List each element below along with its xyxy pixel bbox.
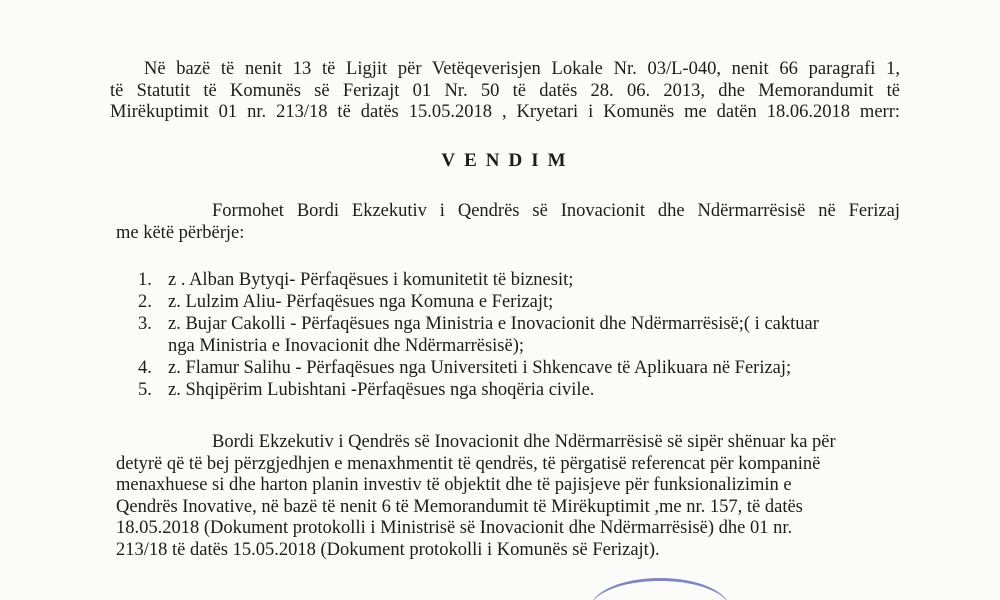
member-number: 4. <box>138 357 152 378</box>
official-stamp-edge <box>590 578 730 600</box>
member-text-continuation: nga Ministria e Inovacionit dhe Ndërmarrësisë); <box>168 335 525 356</box>
formation-line: Formohet Bordi Ekzekutiv i Qendrës së Inovacionit dhe Ndërmarrësisë në Ferizaj <box>212 201 900 221</box>
document-title: VENDIM <box>441 150 575 171</box>
duties-paragraph <box>116 432 900 561</box>
member-item <box>124 380 819 402</box>
preamble-line: Mirëkuptimit 01 nr. 213/18 të datës 15.05.2018 , Kryetari i Komunës me datën 18.06.2018 merr: <box>110 102 900 122</box>
member-text: z. Shqipërim Lubishtani -Përfaqësues nga shoqëria civile. <box>168 379 595 400</box>
duties-line: detyrë që të bej përzgjedhjen e menaxhmentit të qendrës, të përgatisë referencat për kompaninë <box>116 453 821 474</box>
member-item <box>124 292 819 314</box>
member-text: z . Alban Bytyqi- Përfaqësues i komunitetit të biznesit; <box>168 270 574 290</box>
member-text: z. Lulzim Aliu- Përfaqësues nga Komuna e Ferizajt; <box>168 292 554 312</box>
member-number: 2. <box>138 292 152 312</box>
preamble-line: të Statutit të Komunës së Ferizajt 01 Nr. 50 të datës 28. 06. 2013, dhe Memorandumit të <box>110 80 900 101</box>
duties-line: Bordi Ekzekutiv i Qendrës së Inovacionit dhe Ndërmarrësisë së sipër shënuar ka për <box>212 432 836 452</box>
formation-paragraph <box>116 201 900 244</box>
duties-line: menaxhuese si dhe harton planin investiv të objektit dhe të pajisjeve për funksionalizimin e <box>116 475 792 495</box>
member-text: z. Flamur Salihu - Përfaqësues nga Universiteti i Shkencave të Aplikuara në Ferizaj; <box>168 357 792 378</box>
member-text: z. Bujar Cakolli - Përfaqësues nga Ministria e Inovacionit dhe Ndërmarrësisë;( i caktuar <box>168 314 819 334</box>
member-number: 5. <box>138 379 152 400</box>
member-item <box>124 358 819 380</box>
duties-line: 213/18 të datës 15.05.2018 (Dokument protokolli i Komunës së Ferizajt). <box>116 539 660 560</box>
member-item <box>124 314 819 357</box>
preamble-line: Në bazë të nenit 13 të Ligjit për Vetëqeverisjen Lokale Nr. 03/L-040, nenit 66 paragrafi 1, <box>144 59 900 79</box>
member-number: 1. <box>138 270 152 290</box>
member-number: 3. <box>138 314 152 334</box>
preamble-paragraph <box>110 59 900 124</box>
members-list <box>124 270 819 402</box>
duties-line: Qendrës Inovative, në bazë të nenit 6 të Memorandumit të Mirëkuptimit ,me nr. 157, të datës <box>116 496 803 517</box>
formation-line: me këtë përbërje: <box>116 222 245 243</box>
member-item <box>124 270 819 292</box>
duties-line: 18.05.2018 (Dokument protokolli i Ministrisë së Inovacionit dhe Ndërmarrësisë) dhe 01 nr. <box>116 518 793 538</box>
